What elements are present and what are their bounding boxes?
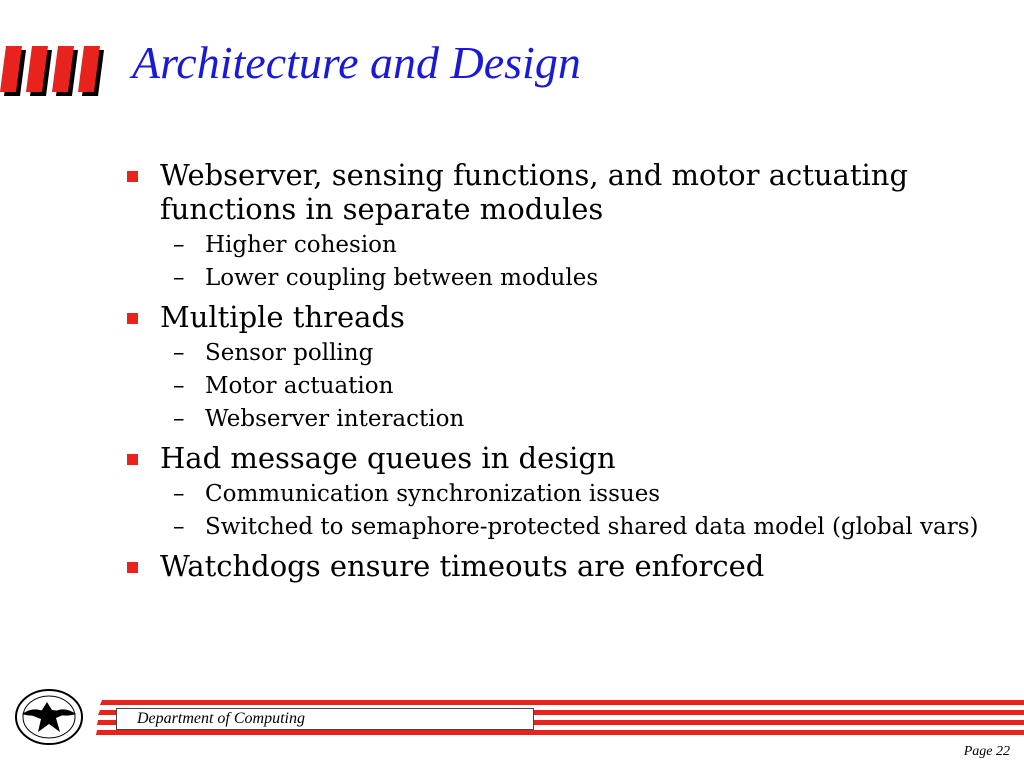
sub-bullet-text: Higher cohesion [205,232,397,258]
sub-bullet-item [124,232,994,259]
square-bullet-icon [127,562,138,573]
bullet-text: Multiple threads [160,300,405,334]
sub-bullet-item [124,265,994,292]
sub-bullet-item [124,340,994,367]
bullet-text: Watchdogs ensure timeouts are enforced [160,549,765,583]
sub-bullet-item [124,481,994,508]
department-label: Department of Computing [116,708,534,730]
page-number: Page 22 [963,744,1010,759]
dash-marker: – [173,481,185,507]
sub-bullet-item [124,406,994,433]
bullet-item [124,300,994,433]
sub-bullet-text: Switched to semaphore-protected shared data model (global vars) [205,514,979,540]
dash-marker: – [173,406,185,432]
university-seal-icon [14,688,84,746]
sub-bullet-item [124,373,994,400]
sub-bullet-text: Communication synchronization issues [205,481,661,507]
bullet-item [124,441,994,541]
sub-bullet-text: Lower coupling between modules [205,265,599,291]
slide-title: Architecture and Design [132,37,581,88]
dash-marker: – [173,232,185,258]
bullet-text: Had message queues in design [160,441,616,475]
square-bullet-icon [127,171,138,182]
sub-bullet-text: Motor actuation [205,373,394,399]
bullet-item [124,549,994,583]
sub-bullet-text: Sensor polling [205,340,374,366]
sub-bullet-item [124,514,994,541]
dash-marker: – [173,265,185,291]
square-bullet-icon [127,454,138,465]
dash-marker: – [173,340,185,366]
bullet-item [124,158,994,292]
bullet-list [124,154,994,591]
dash-marker: – [173,373,185,399]
dash-marker: – [173,514,185,540]
bullet-text: Webserver, sensing functions, and motor actuating functions in separate modules [160,158,909,226]
sub-bullet-text: Webserver interaction [205,406,465,432]
square-bullet-icon [127,313,138,324]
title-bars-icon [0,44,110,100]
